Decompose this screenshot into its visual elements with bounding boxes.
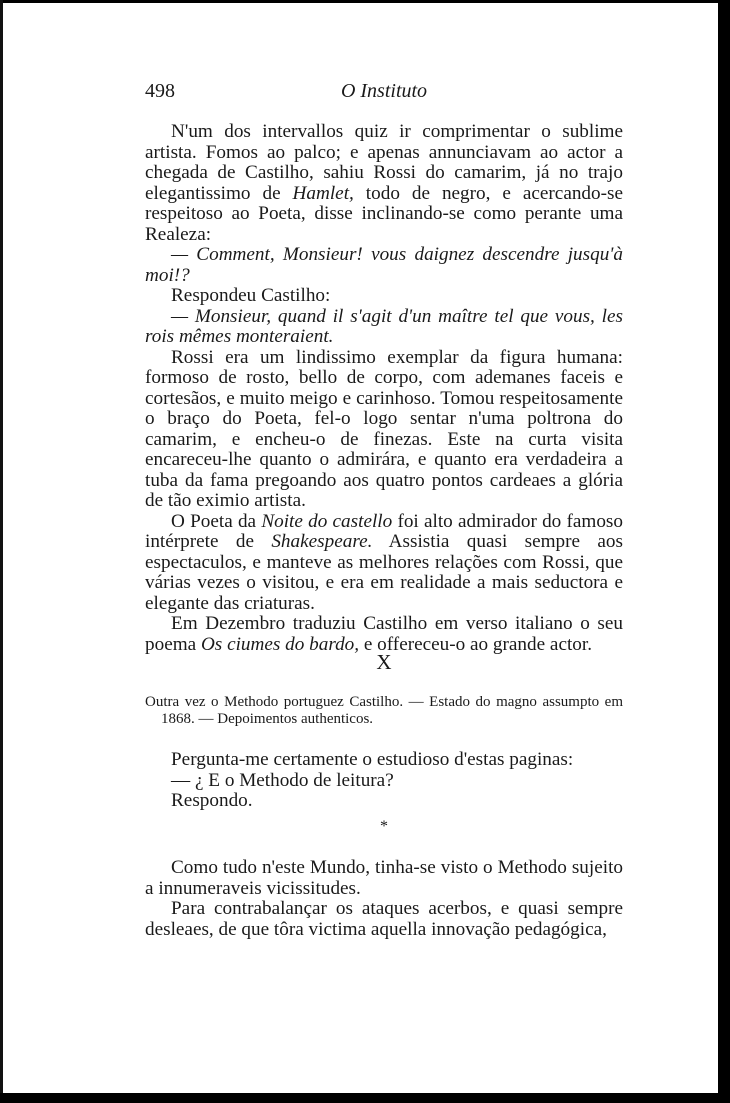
scan-border-left — [0, 0, 3, 1103]
dialogue-block — [145, 750, 623, 812]
paragraph-intervallos: N'um dos intervallos quiz ir comprimentar o sublime artista. Fomos ao palco; e apenas annunciavam ao actor a chegada de Castilho, sahiu Rossi do camarim, já no trajo elegantissimo de Hamlet, todo de negro, e acercando-se respeitoso ao Poeta, disse inclinando-se como perante uma Realeza: — [145, 121, 623, 245]
paragraph-rossi: Rossi era um lindissimo exemplar da figura humana: formoso de rosto, bello de corpo, com ademanes faceis e cortesãos, e muito meigo e carinhoso. Tomou respeitosamente o braço do Poeta, fel-o logo sentar n'uma poltrona do camarim, e encheu-o de finezas. Este na curta visita encareceu-lhe quanto o admirára, e quanto era verdadeira a tuba da fama pregoando aos quatro pontos cardeaes a glória de tão eximio artista. — [145, 346, 623, 511]
page-header — [145, 80, 623, 104]
dialogue-line: Respondo. — [171, 790, 253, 811]
paragraph-respondeu: Respondeu Castilho: — [171, 285, 331, 306]
dialogue-line: — ¿ E o Methodo de leitura? — [171, 769, 394, 791]
section-summary-text: Outra vez o Methodo portuguez Castilho. — Estado do magno assumpto em 1868. — Depoimentos authenticos. — [145, 694, 623, 727]
section-number: X — [376, 650, 392, 674]
scan-border-right — [718, 0, 730, 1103]
paragraph-mundo: Como tudo n'este Mundo, tinha-se visto o Methodo sujeito a innumeraveis vicissitudes. — [145, 857, 623, 899]
section-summary — [145, 694, 623, 728]
paragraph-contrabalancar: Para contrabalançar os ataques acerbos, e quasi sempre desleaes, de que tôra victima aquella innovação pedagógica, — [145, 898, 623, 940]
paragraph-dezembro: Em Dezembro traduziu Castilho em verso italiano o seu poema Os ciumes do bardo, e offereceu-o ao grande actor. — [145, 613, 623, 655]
quote-comment: — Comment, Monsieur! vous daignez descendre jusqu'à moi!? — [145, 244, 623, 286]
closing-text — [145, 858, 623, 940]
scan-border-top — [0, 0, 730, 3]
dialogue-line: Pergunta-me certamente o estudioso d'estas paginas: — [171, 749, 574, 770]
quote-monsieur: — Monsieur, quand il s'agit d'un maître tel que vous, les rois mêmes monteraient. — [145, 305, 623, 347]
running-title: O Instituto — [340, 80, 428, 102]
main-text — [145, 122, 623, 655]
paragraph-poeta: O Poeta da Noite do castello foi alto admirador do famoso intérprete de Shakespeare. Assistia quasi sempre aos espectaculos, e manteve as melhores relações com Rossi, que várias vezes o visitou, e era em realidade a mais seductora e elegante das criaturas. — [145, 510, 623, 614]
scan-border-bottom — [0, 1093, 730, 1103]
section-divider-asterisk: * — [380, 818, 388, 835]
page-number: 498 — [145, 80, 175, 102]
